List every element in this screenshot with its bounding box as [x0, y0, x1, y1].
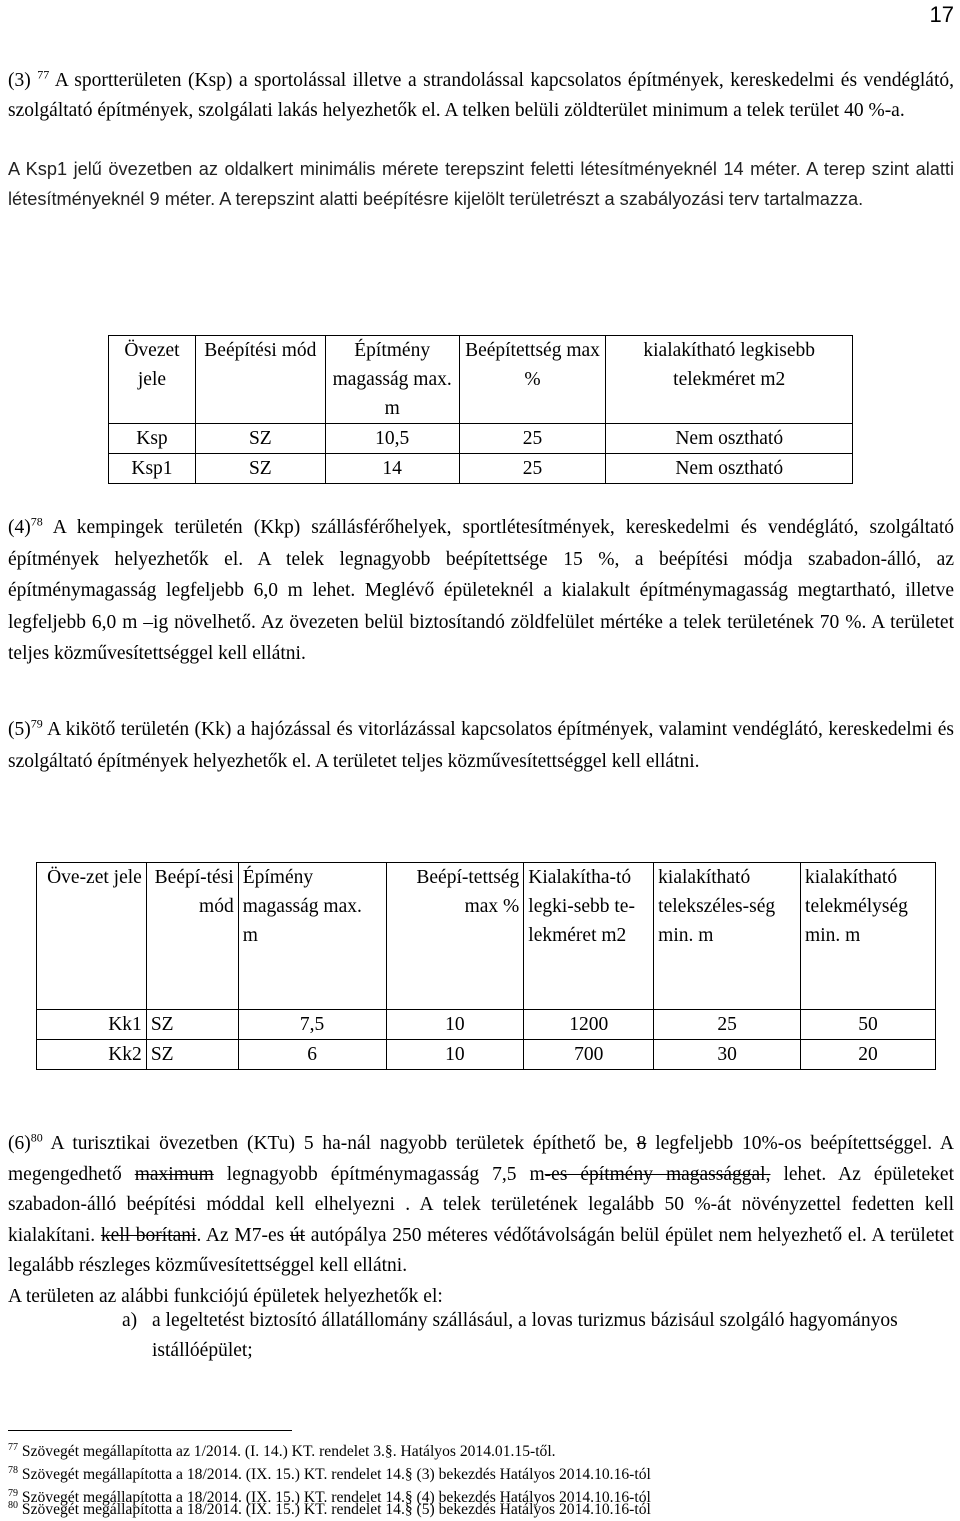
paragraph-text: legfeljebb 10%-os beépítettséggel. A megengedhető [8, 1133, 954, 1185]
table-cell: 10 [386, 1010, 524, 1040]
paragraph-5 [8, 714, 954, 777]
paragraph-number: (5) [8, 719, 31, 740]
paragraph-text: A turisztikai övezetben (KTu) 5 ha-nál nagyobb területek építhető be, [50, 1133, 628, 1154]
table-header-cell: Beépí-tettség max % [386, 863, 524, 1010]
table-header-cell: Kialakítha-tó legki-sebb te-lekméret m2 [524, 863, 654, 1010]
footnote-number: 80 [8, 1499, 18, 1511]
page-number: 17 [929, 2, 954, 27]
paragraph-text: A kempingek területén (Kkp) szállásférőhelyek, sportlétesítmények, kereskedelmi és vendéglátó, szolgáltató építmények helyezhetők el. A telek legnagyobb beépítettsége 15 %, a beépítési módja szabadon-álló, az építménymagasság legfeljebb 6,0 m lehet. Meglévő épületeknél a kialakult építménymagasság megtartható, illetve legfeljebb 6,0 m –ig növelhető. Az övezeten belül biztosítandó zöldfelület mértéke a telek területének 70 %. A területet teljes közművesítettséggel kell ellátni. [8, 517, 954, 665]
table-cell: 14 [325, 454, 459, 484]
table-header-row [109, 336, 853, 424]
table-header-cell: kialakítható telekszéles-ség min. m [654, 863, 801, 1010]
table-cell: SZ [195, 424, 325, 454]
list-item-text: a legeltetést biztosító állatállomány szállásául, a lovas turizmus bázisául szolgáló hagyományos istállóépület; [152, 1310, 898, 1361]
table-cell: Ksp [109, 424, 196, 454]
table-header-cell: Beépítési mód [195, 336, 325, 424]
table-header-cell: kialakítható telekmélység min. m [801, 863, 936, 1010]
table-cell: 7,5 [238, 1010, 386, 1040]
footnote-number: 78 [8, 1464, 18, 1476]
paragraph-text: A Ksp1 jelű övezetben az oldalkert minimális mérete terepszint feletti létesítményeknél 14 méter. A terep szint alatti létesítményeknél 9 méter. A terepszint alatti beépítésre kijelölt területrészt a szabályozási terv tartalmazza. [8, 159, 954, 209]
footnote-ref[interactable]: 77 [37, 67, 50, 82]
table-cell: 1200 [524, 1010, 654, 1040]
table-cell: 50 [801, 1010, 936, 1040]
deleted-text: kell borítani [100, 1224, 197, 1246]
paragraph-3 [8, 66, 954, 125]
footnote-text: Szövegét megállapította a 18/2014. (IX. 15.) KT. rendelet 14.§ (4) bekezdés Hatályos 2014.10.16-tól [21, 1489, 651, 1506]
table-row [37, 1040, 936, 1070]
footnote [8, 1498, 651, 1521]
table-row [109, 424, 853, 454]
table-cell: Kk2 [37, 1040, 147, 1070]
table-cell: SZ [195, 454, 325, 484]
table-cell: 6 [238, 1040, 386, 1070]
footnote [8, 1463, 651, 1486]
footnote-text: Szövegét megállapította a 18/2014. (IX. 15.) KT. rendelet 14.§ (5) bekezdés Hatályos 2014.10.16-tól [21, 1501, 651, 1518]
table-header-cell: Beépí-tési mód [146, 863, 238, 1010]
footnote [8, 1440, 556, 1463]
table-header-cell: Építmény magasság max. m [325, 336, 459, 424]
footnote-text: Szövegét megállapította a 18/2014. (IX. 15.) KT. rendelet 14.§ (3) bekezdés Hatályos 2014.10.16-tól [21, 1466, 651, 1483]
deleted-text: út [289, 1224, 306, 1246]
table-header-cell: Öve-zet jele [37, 863, 147, 1010]
paragraph-text: legnagyobb építménymagasság 7,5 m [226, 1163, 545, 1185]
paragraph-text: A területen az alábbi funkciójú épületek helyezhetők el: [8, 1286, 443, 1307]
table-cell: Kk1 [37, 1010, 147, 1040]
table-cell: SZ [146, 1010, 238, 1040]
paragraph-6 [8, 1129, 954, 1282]
table-header-cell: kialakítható legkisebb telekméret m2 [606, 336, 853, 424]
table-header-cell: Övezet jele [109, 336, 196, 424]
paragraph-3-continued [8, 155, 954, 215]
table-cell: 25 [654, 1010, 801, 1040]
table-cell: SZ [146, 1040, 238, 1070]
paragraph-number: (3) [8, 70, 31, 91]
footnote-number: 79 [8, 1487, 18, 1499]
footnote-divider [8, 1430, 292, 1431]
footnote-number: 77 [8, 1441, 18, 1453]
table-cell: 20 [801, 1040, 936, 1070]
paragraph-text: autópálya 250 méteres védőtávolságán belül épület nem helyezhető el. A területet legalább részleges közművesítettséggel kell ellátni. [8, 1224, 954, 1277]
paragraph-text: lehet. Az épületeket szabadon-álló beépítési móddal kell elhelyezni . A telek területének legalább 50 %-át növényzettel fedetten kell kialakítani. [8, 1163, 955, 1246]
table-cell: Ksp1 [109, 454, 196, 484]
table-cell: Nem osztható [606, 454, 853, 484]
footnote-ref[interactable]: 79 [30, 716, 43, 731]
list-item [122, 1306, 922, 1365]
table-header-cell: Beépítettség max % [459, 336, 606, 424]
table-header-row [37, 863, 936, 1010]
table-cell: 700 [524, 1040, 654, 1070]
footnote-ref[interactable]: 78 [30, 514, 43, 529]
table-cell: 10 [386, 1040, 524, 1070]
paragraph-text: A sportterületen (Ksp) a sportolással illetve a strandolással kapcsolatos építmények, kereskedelmi és vendéglátó, szolgáltató építmények, szolgálati lakás helyezhetők el. A telken belüli zöldterület minimum a telek terület 40 %-a. [8, 70, 954, 121]
paragraph-number: (4) [8, 517, 31, 538]
table-cell: 10,5 [325, 424, 459, 454]
list-item-label: a) [122, 1310, 138, 1331]
table-row [109, 454, 853, 484]
footnote-ref[interactable]: 80 [30, 1130, 43, 1145]
table-header-cell: Épímény magasság max. m [238, 863, 386, 1010]
deleted-text: -es építmény magassággal, [544, 1163, 771, 1185]
paragraph-text: . Az M7-es [196, 1224, 285, 1246]
paragraph-text: A kikötő területén (Kk) a hajózással és vitorlázással kapcsolatos építmények, valamint vendéglátó, kereskedelmi és szolgáltató építmények helyezhetők el. A területet teljes közművesítettséggel kell ellátni. [8, 719, 954, 772]
deleted-text: maximum [134, 1163, 214, 1185]
footnote-text: Szövegét megállapította az 1/2014. (I. 14.) KT. rendelet 3.§. Hatályos 2014.01.15-től. [21, 1443, 556, 1460]
deleted-text: 8 [636, 1133, 647, 1154]
table-cell: 30 [654, 1040, 801, 1070]
table-row [37, 1010, 936, 1040]
paragraph-number: (6) [8, 1133, 31, 1154]
table-cell: 25 [459, 424, 606, 454]
zoning-table-kk [36, 862, 936, 1070]
table-cell: 25 [459, 454, 606, 484]
zoning-table-ksp [108, 335, 853, 484]
table-cell: Nem osztható [606, 424, 853, 454]
paragraph-4 [8, 512, 954, 670]
